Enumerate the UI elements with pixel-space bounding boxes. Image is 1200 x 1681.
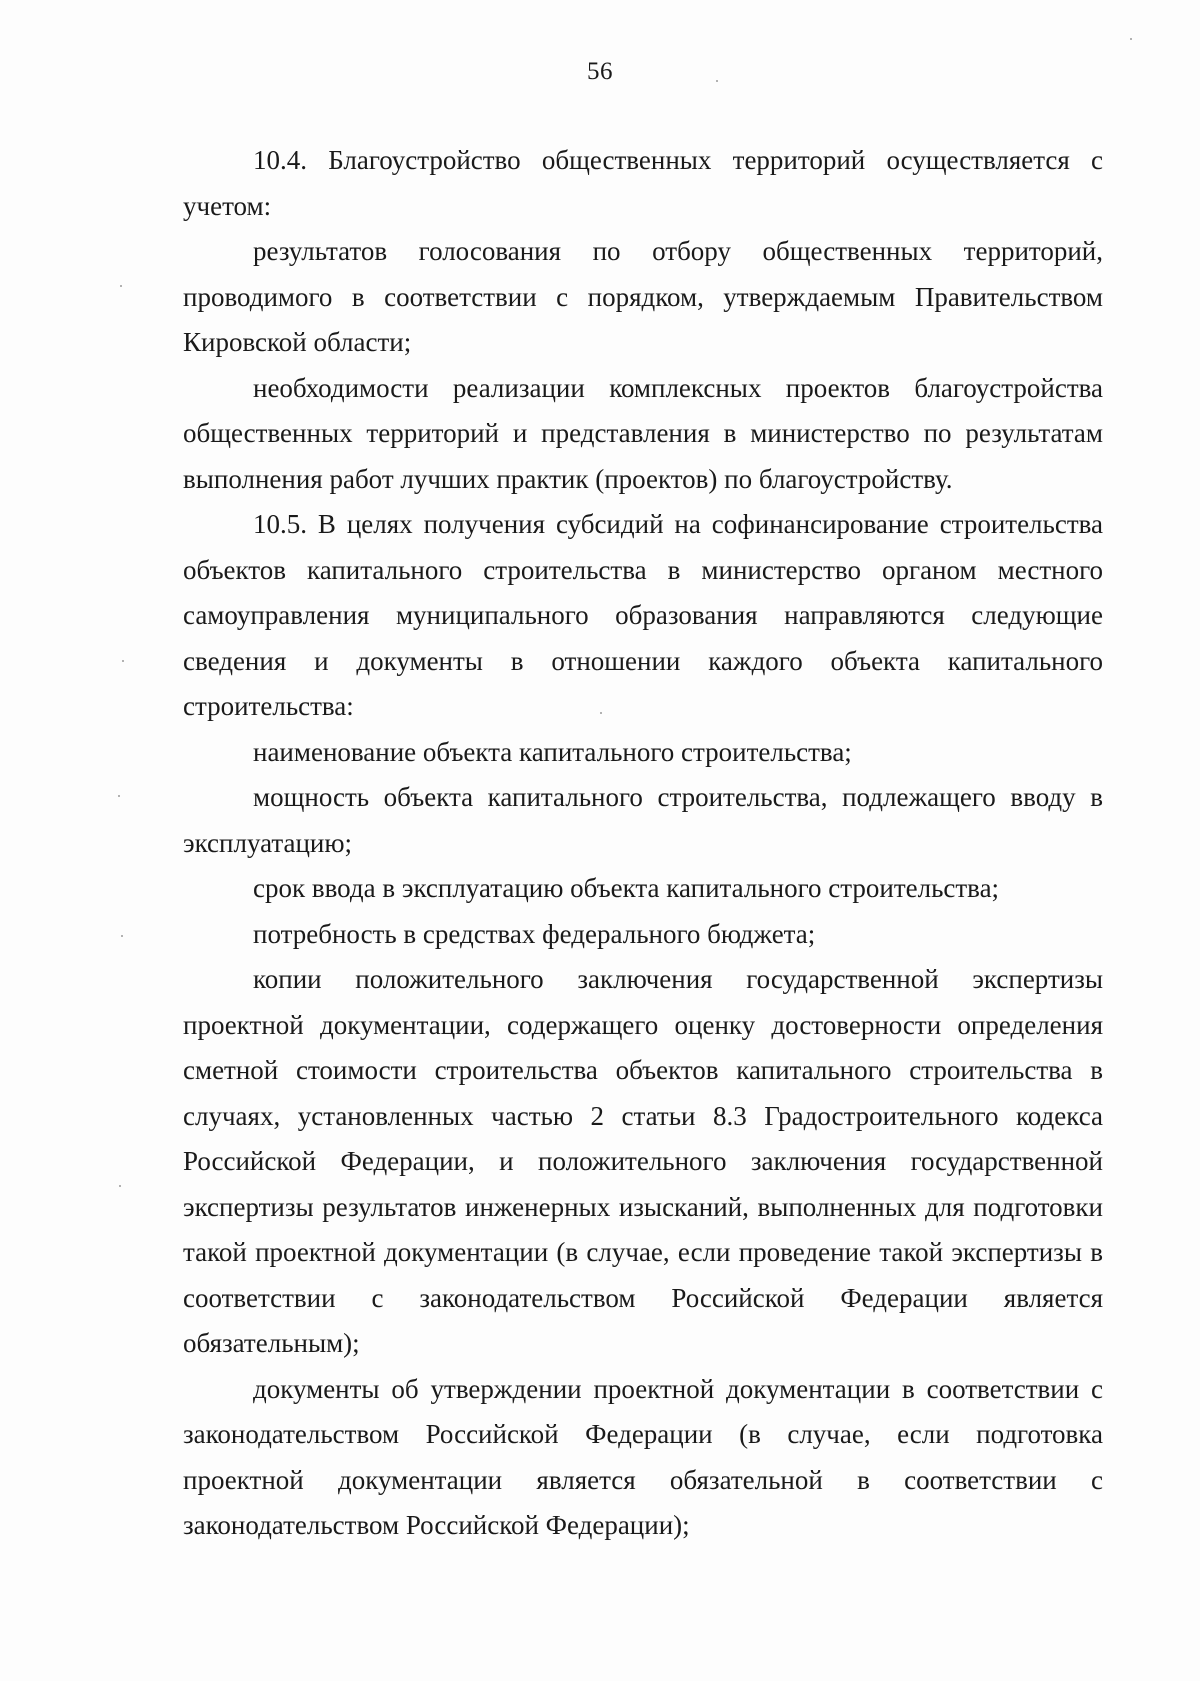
paragraph-federal-budget-need: потребность в средствах федерального бюджета;: [253, 918, 816, 949]
scan-speck: [122, 660, 124, 662]
scan-speck: [121, 935, 123, 937]
paragraph-10-5: 10.5. В целях получения субсидий на софинансирование строительства объектов капитального строительства в министерство органом местного самоуправления муниципального образования направляются следующие сведения и документы в отношении каждого объекта капитального строительства:: [183, 509, 1103, 721]
paragraph-voting-results: результатов голосования по отбору общественных территорий, проводимого в соответствии с порядком, утверждаемым Правительством Кировской области;: [183, 236, 1103, 357]
page-number: 56: [587, 58, 613, 85]
paragraph-expertise-copies: копии положительного заключения государственной экспертизы проектной документации, содержащего оценку достоверности определения сметной стоимости строительства объектов капитального строительства в случаях, установленных частью 2 статьи 8.3 Градостроительного кодекса Российской Федерации, и положительного заключения государственной экспертизы результатов инженерных изысканий, выполненных для подготовки такой проектной документации (в случае, если проведение такой экспертизы в соответствии с законодательством Российской Федерации является обязательным);: [183, 964, 1103, 1358]
paragraph-commissioning-date: срок ввода в эксплуатацию объекта капитального строительства;: [253, 873, 1000, 903]
scan-speck: [120, 285, 122, 287]
paragraph-object-capacity: мощность объекта капитального строительства, подлежащего вводу в эксплуатацию;: [183, 782, 1103, 858]
scan-speck: [119, 1185, 121, 1187]
scan-speck: [1130, 38, 1132, 40]
scan-speck: [118, 795, 120, 797]
document-body: [183, 138, 1103, 1549]
scan-speck: [600, 712, 602, 714]
paragraph-complex-projects: необходимости реализации комплексных проектов благоустройства общественных территорий и представления в министерство по результатам выполнения работ лучших практик (проектов) по благоустройству.: [183, 372, 1103, 494]
paragraph-design-approval: документы об утверждении проектной документации в соответствии с законодательством Российской Федерации (в случае, если подготовка проектной документации является обязательной в соответствии с законодательством Российской Федерации);: [183, 1373, 1103, 1540]
scan-speck: [716, 80, 718, 82]
paragraph-10-4: 10.4. Благоустройство общественных территорий осуществляется с учетом:: [183, 145, 1103, 221]
paragraph-object-name: наименование объекта капитального строительства;: [253, 736, 852, 767]
